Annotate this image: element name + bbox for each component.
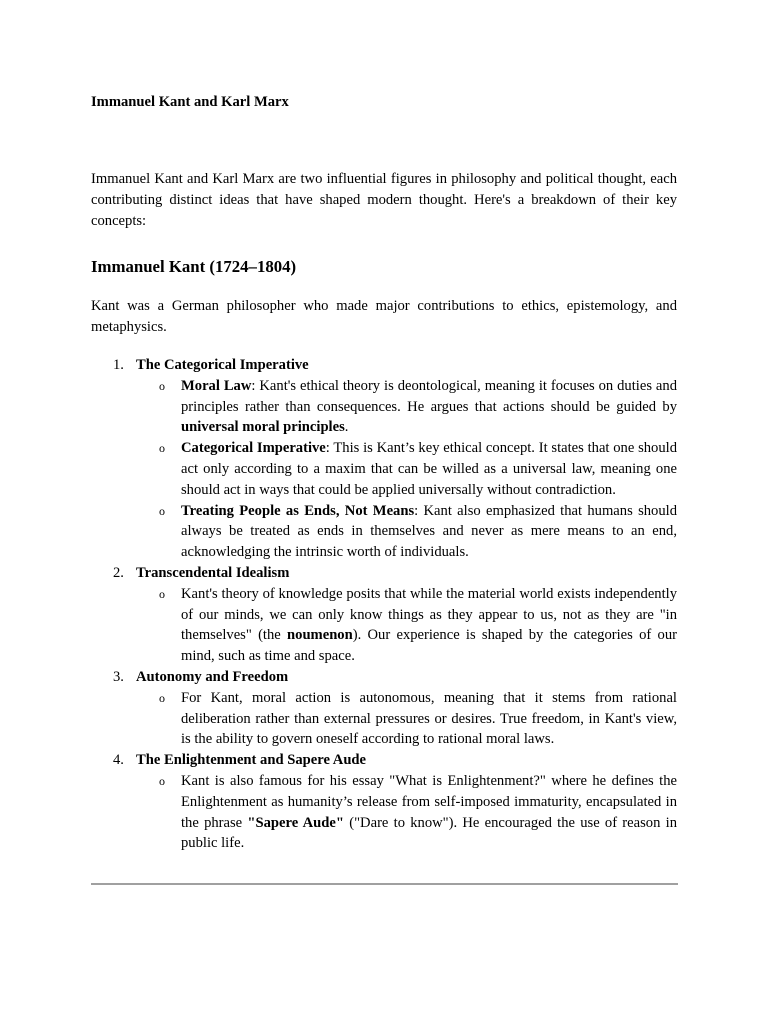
list-item	[136, 688, 677, 750]
point-text: : This is Kant’s key ethical concept. It states that one should act only according to a maxim that can be willed as a universal law, meaning one should act in ways that could be applied universally without contradiction.	[181, 440, 677, 498]
topic-list	[91, 355, 677, 854]
topic-item	[91, 563, 677, 667]
list-item	[136, 584, 677, 667]
topic-number: 3.	[113, 668, 124, 685]
topic-item	[91, 750, 677, 854]
topic-title: The Enlightenment and Sapere Aude	[136, 752, 367, 769]
point-emphasis: noumenon	[287, 627, 353, 644]
topic-title: The Categorical Imperative	[136, 356, 309, 373]
point-emphasis: universal moral principles	[181, 419, 345, 436]
point-lead: Moral Law	[181, 377, 252, 394]
list-item	[136, 501, 677, 563]
list-item	[136, 438, 677, 500]
point-lead: Treating People as Ends, Not Means	[181, 502, 415, 519]
topic-item	[91, 355, 677, 563]
bullet-marker: o	[159, 503, 165, 518]
point-text: For Kant, moral action is autonomous, meaning that it stems from rational deliberation rather than external pressures or desires. True freedom, in Kant's view, is the ability to govern oneself according to rational moral laws.	[181, 689, 677, 748]
topic-points	[136, 771, 677, 854]
point-tail: ("Dare to know"). He encouraged the use of reason in public life.	[181, 814, 677, 852]
point-tail: ). Our experience is shaped by the categories of our mind, such as time and space.	[181, 627, 677, 665]
topic-number: 2.	[113, 564, 124, 581]
point-text: Kant is also famous for his essay "What is Enlightenment?" where he defines the Enlightenment as humanity’s release from self-imposed immaturity, encapsulated in the phrase	[181, 772, 677, 831]
bullet-marker: o	[159, 586, 165, 601]
bullet-marker: o	[159, 690, 165, 705]
topic-item	[91, 667, 677, 750]
point-text: : Kant's ethical theory is deontological, meaning it focuses on duties and principles rather than consequences. He argues that actions should be guided by	[181, 377, 677, 415]
point-tail: .	[344, 419, 349, 436]
document-title: Immanuel Kant and Karl Marx	[91, 94, 289, 110]
topic-number: 4.	[113, 752, 124, 769]
point-lead: Categorical Imperative	[181, 440, 326, 457]
topic-title: Autonomy and Freedom	[136, 668, 289, 685]
point-text: : Kant also emphasized that humans should always be treated as ends in themselves and never as mere means to an end, acknowledging the intrinsic worth of individuals.	[181, 502, 677, 561]
document-body	[91, 92, 677, 854]
topic-points	[136, 376, 677, 563]
topic-title: Transcendental Idealism	[136, 564, 290, 581]
topic-points	[136, 584, 677, 667]
bullet-marker: o	[159, 773, 165, 788]
bullet-marker: o	[159, 441, 165, 456]
section-heading-kant: Immanuel Kant (1724–1804)	[91, 257, 297, 277]
kant-intro-paragraph: Kant was a German philosopher who made major contributions to ethics, epistemology, and metaphysics.	[91, 298, 677, 336]
topic-points	[136, 688, 677, 750]
list-item	[136, 771, 677, 854]
topic-number: 1.	[113, 356, 124, 373]
bullet-marker: o	[159, 378, 165, 393]
point-text: Kant's theory of knowledge posits that while the material world exists independently of our minds, we can only know things as they appear to us, not as they are "in themselves" (the	[181, 585, 677, 644]
list-item	[136, 376, 677, 438]
intro-paragraph: Immanuel Kant and Karl Marx are two influential figures in philosophy and political thought, each contributing distinct ideas that have shaped modern thought. Here's a breakdown of their key concepts:	[91, 171, 677, 229]
horizontal-rule	[91, 883, 678, 885]
point-emphasis: "Sapere Aude"	[247, 814, 344, 831]
